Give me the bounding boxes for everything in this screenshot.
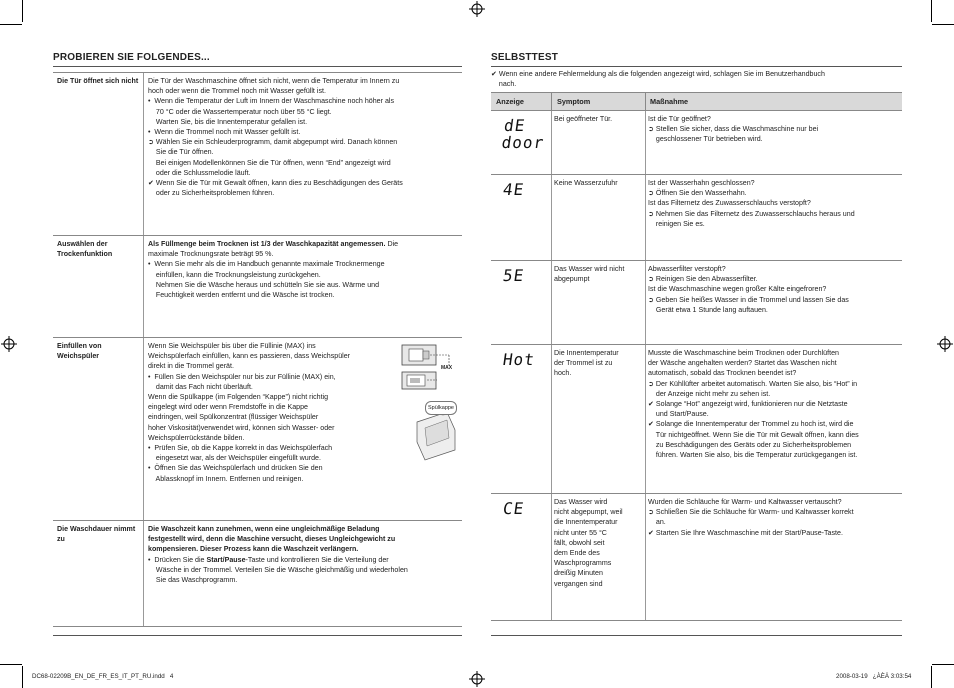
row-text: Die Tür der Waschmaschine öffnet sich nicht, wenn die Temperatur im Innern zu hoch oder wenn die Trommel noch mit Wasser gefüllt ist. • Wenn die Temperatur der Luft im Innern der Waschmaschine noch höher als 70 °C oder die Wassertemperatur noch über 55 °C liegt. Warten Sie, bis die Innentemperatur gefallen ist. • Wenn die Trommel noch mit Wasser gefüllt ist. ➲ Wählen Sie ein Schleuderprogramm, damit abgepumpt wird. Danach können Sie die Tür öffnen. Bei einigen Modellenkönnen Sie die Tür öffnen, wenn “End” angezeigt wird oder die Schlussmelodie läuft. ✔ Wenn Sie die Tür mit Gewalt öffnen, kann dies zu Beschädigungen des Geräts oder zu Sicherheitsproblemen führen. (148, 77, 403, 198)
row-text: Die Waschzeit kann zunehmen, wenn eine ungleichmäßige Beladung festgestellt wird, denn die Maschine versucht, dieses Ungleichgewicht zu kompensieren. Dieser Prozess kann die Waschzeit verlängern. • Drücken Sie die Start/Pause-Taste und kontrollieren Sie die Verteilung der Wäsche in der Trommel. Verteilen Sie die Wäsche gleichmäßig und wiederholen Sie das Waschprogramm. (148, 525, 408, 585)
error-row-ce (491, 493, 902, 621)
footer-timestamp: 2008-03-19 ¿ÀÈÄ 3:03:54 (836, 673, 912, 680)
display-code: Hot (501, 350, 537, 369)
registration-mark-icon (469, 1, 485, 17)
action-text: Musste die Waschmaschine beim Trocknen oder Durchlüften der Wäsche angehalten werden? Startet das Waschen nicht automatisch, sobald das Trocknen beendet ist? ➲ Der Kühllüfter arbeitet automatisch. Warten Sie also, bis “Hot” in der Anzeige nicht mehr zu sehen ist. ✔ Solange “Hot” angezeigt wird, funktionieren nur die Netztaste und Start/Pause. ✔ Solange die Innentemperatur der Trommel zu hoch ist, wird die Tür nichtgeöffnet. Wenn Sie die Tür mit Gewalt öffnen, kann dies zu Beschädigungen des Geräts oder zu Sicherheitsproblemen führen. Warten Sie also, bis die Temperatur zurückgegangen ist. (648, 349, 859, 460)
troubleshoot-row-door (53, 72, 462, 236)
display-code: CE (501, 499, 526, 518)
registration-mark-icon (469, 671, 485, 687)
crop-mark (0, 664, 22, 665)
error-row-de (491, 110, 902, 175)
selftest-note: ✔ Wenn eine andere Fehlermeldung als die folgenden angezeigt wird, schlagen Sie im Benutzerhandbuch nach. (491, 70, 825, 89)
row-text: Als Füllmenge beim Trocknen ist 1/3 der Waschkapazität angemessen. Die maximale Trocknungsrate beträgt 95 %. • Wenn Sie mehr als die im Handbuch genannte maximale Trocknermenge einfüllen, kann die Trocknungsleistung zurückgehen. Nehmen Sie die Wäsche heraus und schütteln Sie sie aus. Wärme und Feuchtigkeit werden entfernt und die Wäsche ist trocken. (148, 240, 399, 300)
page-bottom-rule (491, 635, 902, 636)
troubleshoot-row-softener (53, 337, 462, 521)
column-divider (143, 236, 144, 338)
section-title: SELBSTTEST (491, 52, 559, 63)
symptom-text: Das Wasser wird nicht abgepumpt (554, 265, 625, 284)
row-label: Die Tür öffnet sich nicht (57, 77, 139, 85)
crop-mark (931, 666, 932, 688)
action-text: Abwasserfilter verstopft? ➲ Reinigen Sie den Abwasserfilter. Ist die Waschmaschine wegen großer Kälte eingefroren? ➲ Geben Sie heißes Wasser in die Trommel und lassen Sie das Gerät etwa 1 Stunde lang auftauen. (648, 265, 849, 314)
error-row-hot (491, 344, 902, 494)
display-code: 4E (501, 180, 526, 199)
row-label: Auswählen der Trockenfunktion (57, 240, 113, 259)
column-divider (143, 338, 144, 521)
error-row-5e (491, 260, 902, 345)
troubleshoot-row-drying (53, 235, 462, 338)
crop-mark (932, 664, 954, 665)
column-divider (143, 521, 144, 627)
error-row-4e (491, 174, 902, 261)
crop-mark (931, 0, 932, 22)
max-label: MAX (441, 365, 453, 371)
row-label: Einfüllen von Weichspüler (57, 342, 102, 361)
crop-mark (22, 0, 23, 22)
symptom-text: Keine Wasserzufuhr (554, 179, 618, 187)
page-bottom-rule (53, 635, 462, 636)
action-text: Ist der Wasserhahn geschlossen? ➲ Öffnen Sie den Wasserhahn. Ist das Filternetz des Zuwasserschlauchs verstopft? ➲ Nehmen Sie das Filternetz des Zuwasserschlauchs heraus und reinigen Sie es. (648, 179, 855, 228)
display-code: dE door (500, 116, 546, 152)
action-text: Wurden die Schläuche für Warm- und Kaltwasser vertauscht? ➲ Schließen Sie die Schläuche für Warm- und Kaltwasser korrekt an. ✔ Starten Sie Ihre Waschmaschine mit der Start/Pause-Taste. (648, 498, 854, 537)
cap-label: Spülkappe (425, 401, 457, 415)
header-action: Maßnahme (650, 97, 689, 106)
registration-mark-icon (1, 336, 17, 352)
display-code: 5E (501, 266, 526, 285)
section-title: PROBIEREN SIE FOLGENDES... (53, 52, 210, 63)
crop-mark (932, 24, 954, 25)
title-rule (491, 66, 902, 67)
table-bottom-rule (491, 620, 902, 621)
column-divider (143, 73, 144, 236)
crop-mark (0, 24, 22, 25)
title-rule (53, 66, 462, 67)
footer-file-slug: DC68-02209B_EN_DE_FR_ES_IT_PT_RU.indd 4 (32, 673, 174, 680)
action-text: Ist die Tür geöffnet? ➲ Stellen Sie sicher, dass die Waschmaschine nur bei geschlossener Tür betrieben wird. (648, 115, 819, 144)
symptom-text: Bei geöffneter Tür. (554, 115, 613, 123)
symptom-text: Das Wasser wird nicht abgepumpt, weil die Innentemperatur nicht unter 55 °C fällt, obwohl seit dem Ende des Waschprogramms dreißig Minuten vergangen sind (554, 498, 623, 588)
crop-mark (22, 666, 23, 688)
symptom-text: Die Innentemperatur der Trommel ist zu hoch. (554, 349, 619, 378)
row-text: Wenn Sie Weichspüler bis über die Füllinie (MAX) ins Weichspülerfach einfüllen, kann es passieren, dass Weichspüler direkt in die Trommel gerät. • Füllen Sie den Weichspüler nur bis zur Füllinie (MAX) ein, damit das Fach nicht überläuft. Wenn die Spülkappe (im Folgenden “Kappe”) nicht richtig eingelegt wird oder wenn Fremdstoffe in die Kappe eindringen, weil Spülkonzentrat (flüssiger Weichspüler hoher Viskosität)verwendet wird, können sich Wasser- oder Weichspülerrückstände bilden. • Prüfen Sie, ob die Kappe korrekt in das Weichspülerfach eingesetzt war, als der Weichspüler eingefüllt wurde. • Öffnen Sie das Weichspülerfach und drücken Sie den Ablassknopf im Innern. Entfernen und reinigen. (148, 342, 351, 483)
row-label: Die Waschdauer nimmt zu (57, 525, 136, 544)
header-symptom: Symptom (557, 97, 591, 106)
table-header (491, 92, 902, 111)
header-code: Anzeige (496, 97, 524, 106)
table-bottom-rule (53, 626, 462, 627)
registration-mark-icon (937, 336, 953, 352)
troubleshoot-row-duration (53, 520, 462, 627)
